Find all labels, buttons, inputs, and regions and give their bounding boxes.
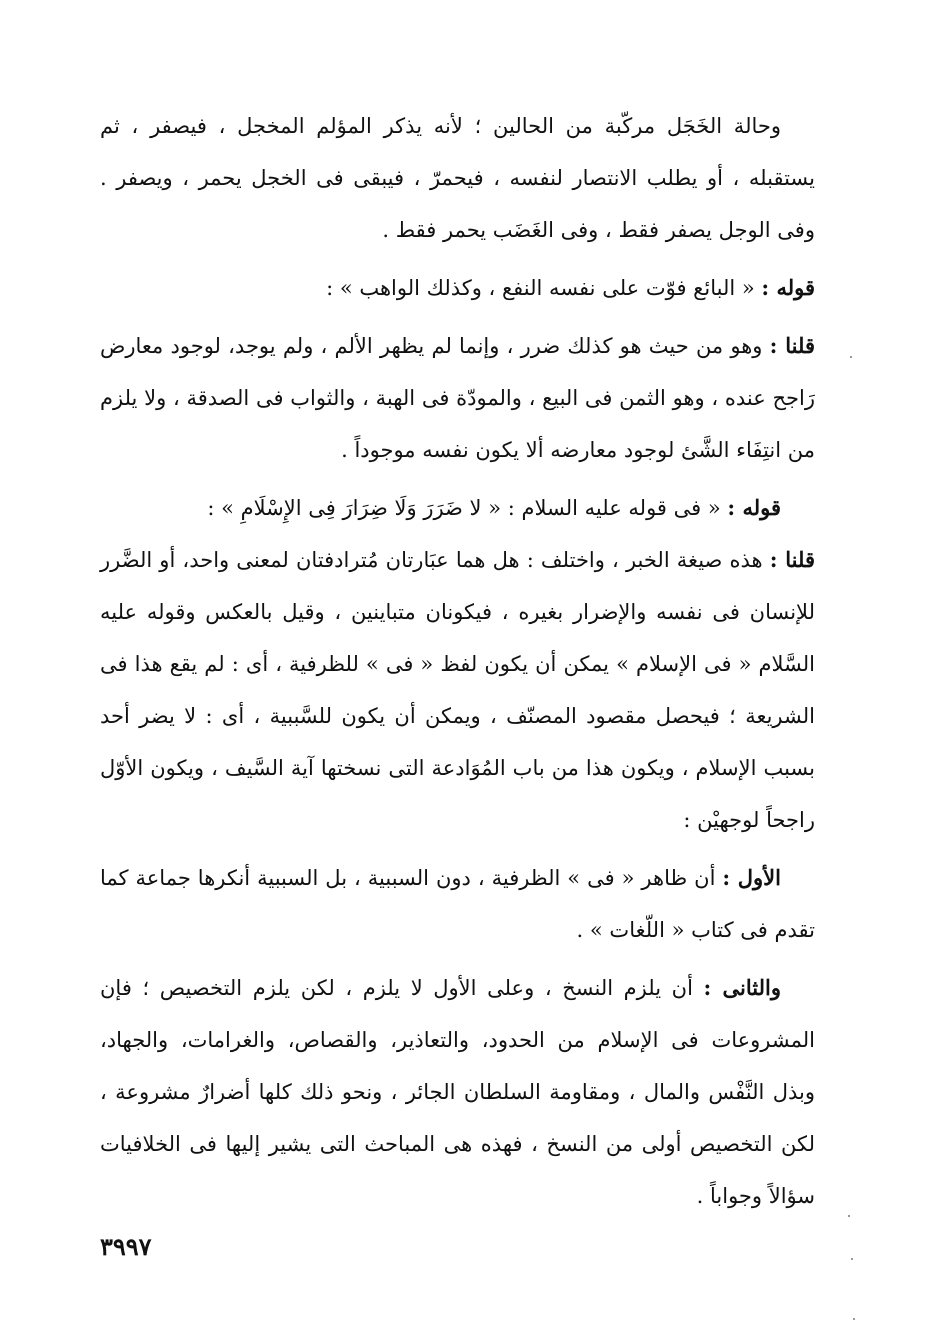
paragraph-qawluhu-baai: [100, 262, 815, 314]
paragraph-qulna-khabar: [100, 534, 815, 846]
paragraph-awwal: [100, 852, 815, 956]
paragraph-lead: والثانى :: [703, 975, 781, 1000]
paragraph-lead: قوله :: [761, 275, 815, 300]
body-text: [100, 100, 815, 1222]
page-number: ٣٩٩٧: [100, 1232, 152, 1261]
paragraph-qulna-darar: [100, 320, 815, 476]
paragraph-text: أن ظاهر « فى » الظرفية ، دون السببية ، بل السببية أنكرها جماعة كما تقدم فى كتاب « اللّغات » .: [100, 866, 815, 942]
paragraph-lead: قلنا :: [769, 547, 815, 572]
paragraph-qawluhu-hadith: [100, 482, 815, 534]
scan-speck: [853, 1318, 855, 1320]
paragraph-text: « فى قوله عليه السلام : « لا ضَرَرَ وَلَا ضِرَارَ فِى الإِسْلَامِ » :: [207, 496, 721, 520]
scan-speck: [851, 1258, 853, 1260]
paragraph-text: « البائع فوّت على نفسه النفع ، وكذلك الواهب » :: [326, 276, 755, 300]
paragraph-text: وهو من حيث هو كذلك ضرر ، وإنما لم يظهر الألم ، ولم يوجد، لوجود معارض رَاجح عنده ، وهو الثمن فى البيع ، والمودّة فى الهبة ، والثواب فى الصدقة ، ولا يلزم من انتِفَاء الشَّئ لوجود معارضه ألا يكون نفسه موجوداً .: [100, 334, 815, 462]
paragraph-text: وحالة الخَجَل مركّبة من الحالين ؛ لأنه يذكر المؤلم المخجل ، فيصفر ، ثم يستقبله ، أو يطلب الانتصار لنفسه ، فيحمرّ ، فيبقى فى الخجل يحمر ، ويصفر . وفى الوجل يصفر فقط ، وفى الغَضَب يحمر فقط .: [100, 114, 815, 242]
paragraph-thani: [100, 962, 815, 1222]
scan-speck: [848, 1215, 850, 1217]
paragraph-lead: قلنا :: [769, 333, 815, 358]
scan-speck: [850, 356, 852, 358]
paragraph-khajal: [100, 100, 815, 256]
paragraph-text: أن يلزم النسخ ، وعلى الأول لا يلزم ، لكن يلزم التخصيص ؛ فإن المشروعات فى الإسلام من الحدود، والتعاذير، والقصاص، والغرامات، والجهاد، وبذل النَّفْس والمال ، ومقاومة السلطان الجائر ، ونحو ذلك كلها أضرارٌ مشروعة ، لكن التخصيص أولى من النسخ ، فهذه هى المباحث التى يشير إليها فى الخلافيات سؤالاً وجواباً .: [100, 976, 815, 1208]
paragraph-text: هذه صيغة الخبر ، واختلف : هل هما عبَارتان مُترادفتان لمعنى واحد، أو الضَّرر للإنسان فى نفسه والإضرار بغيره ، فيكونان متباينين ، وقيل بالعكس وقوله عليه السَّلام « فى الإسلام » يمكن أن يكون لفظ « فى » للظرفية ، أى : لم يقع هذا فى الشريعة ؛ فيحصل مقصود المصنّف ، ويمكن أن يكون للسَّببية ، أى : لا يضر أحد بسبب الإسلام ، ويكون هذا من باب المُوَادعة التى نسختها آية السَّيف ، ويكون الأوّل راجحاً لوجهيْن :: [100, 548, 815, 832]
paragraph-lead: الأول :: [722, 865, 781, 890]
paragraph-lead: قوله :: [727, 495, 781, 520]
